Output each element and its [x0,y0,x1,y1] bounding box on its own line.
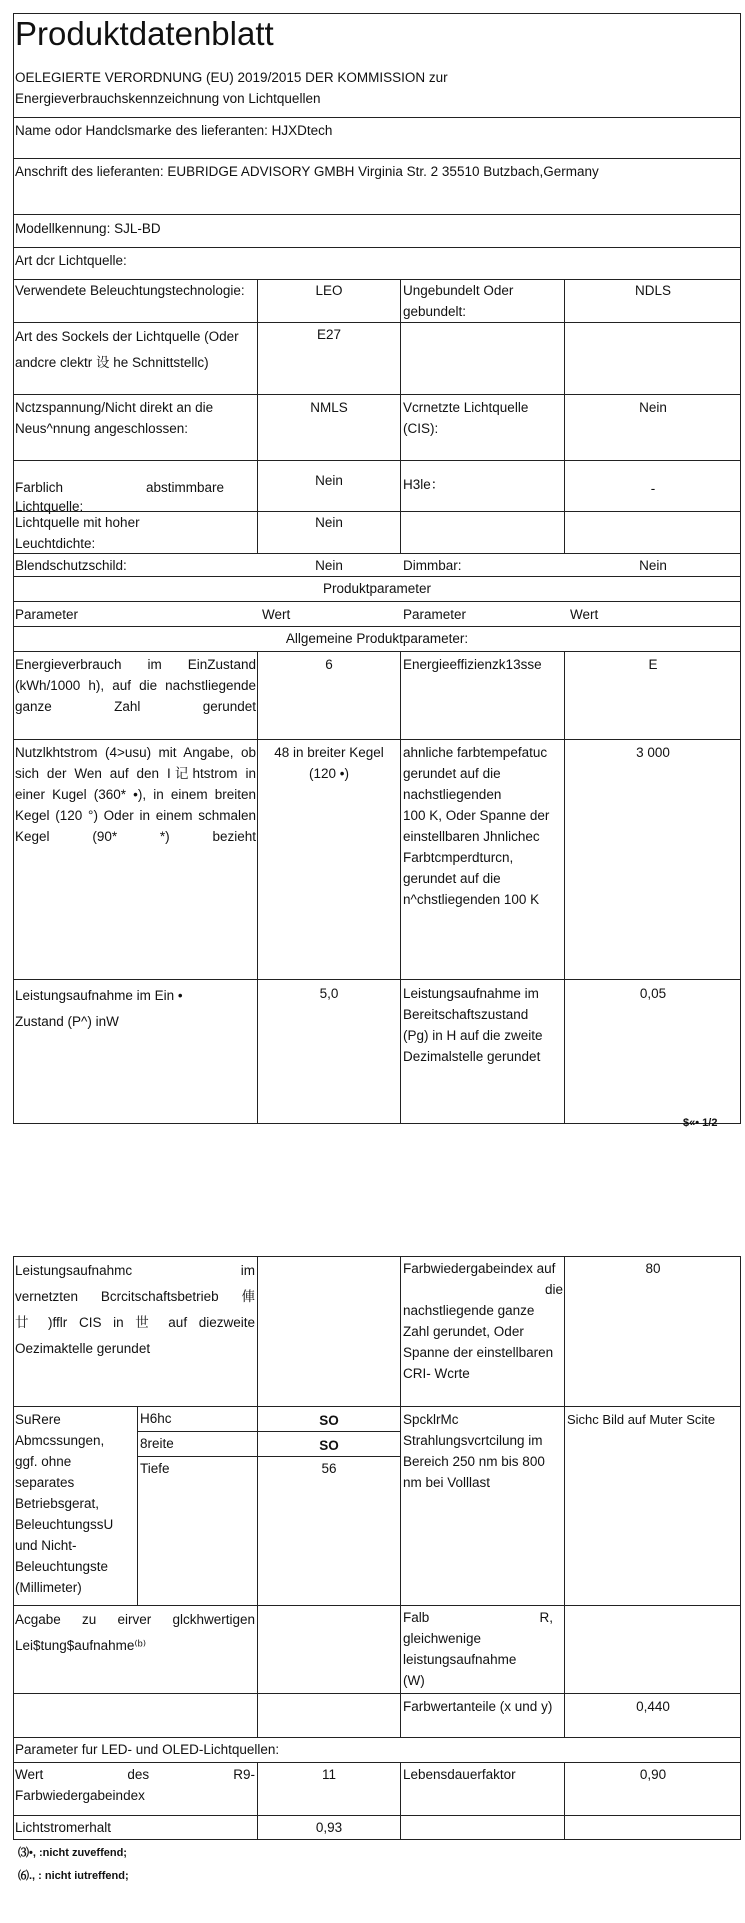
spectrum-label-line: nm bei Volllast [403,1475,491,1490]
general-parameters-title: Allgemeine Produktparameter: [285,631,469,646]
col-header-value: Wert [262,607,291,622]
rule [13,651,741,652]
glare-value: Nein [315,558,343,573]
dimensions-label-line: SuRere [15,1412,61,1427]
rule [13,1762,741,1763]
light-source-type: Art dcr Lichtquelle: [15,253,127,268]
lumen-maintenance-value: 0,93 [315,1820,343,1835]
networked-label-line: Oezimaktelle gerundet [15,1341,151,1356]
dimensions-label-line: ggf. ohne [15,1454,72,1469]
rule [13,739,741,740]
supplier-address: Anschrift des lieferanten: EUBRIDGE ADVISORY GMBH Virginia Str. 2 35510 Butzbach,Germany [15,164,599,179]
dimmable-label: Dimmbar: [403,558,462,573]
survival-factor-value: 0,90 [639,1767,667,1782]
socket-label-line-1: Art des Sockels der Lichtquelle (Oder [15,329,239,344]
bundled-value: NDLS [634,283,671,298]
energy-label: Energieverbrauch im EinZustand (kWh/1000 h), auf die nachstliegende ganze Zahl gerundet [15,657,256,714]
falb-label-line: gleichwenige [403,1631,482,1646]
cri-label-line: die [544,1282,563,1297]
falb-label-line: (W) [403,1673,425,1688]
rule [13,247,741,248]
rule [564,651,565,1124]
tech-label: Verwendete Beleuchtungstechnologie: [15,283,245,298]
cls-value: Nein [639,400,667,415]
cri-label-line: Zahl gerundet, Oder [403,1324,524,1339]
rule [13,460,741,461]
efficiency-class-label: Energieeffizienzk13sse [403,657,542,672]
networked-standby-label [15,1258,255,1362]
cri-value: 80 [645,1261,661,1276]
spectrum-label-line: Bereich 250 nm bis 800 [403,1454,545,1469]
standby-value: 0,05 [639,986,667,1001]
dimensions-label-line: BeleuchtungssU [15,1517,114,1532]
dimensions-label-line: Beleuchtungste [15,1559,109,1574]
rule [13,1693,741,1694]
dimensions-label-line: separates [15,1475,75,1490]
cri-label-line: Farbwiedergabeindex auf [403,1261,556,1276]
width-label: 8reite [140,1436,174,1451]
standby-label-line: (Pg) in H auf die zweite [403,1028,543,1043]
rule [13,322,741,323]
dimensions-label-line: Abmcssungen, [15,1433,105,1448]
cct-label-line: Farbtcmperdturcn, [403,850,514,865]
regulation-line-2: Energieverbrauchskennzeichnung von Lichtquellen [15,91,321,106]
colour-label-2: abstimmbare [146,480,225,495]
flux-label: Nutzlkhtstrom (4>usu) mit Angabe, ob sich der Wen auf den I记htstrom in einer Kugel (360* •), in einem breiten Kegel (120 °) Oder in einem schmalen Kegel (90* *) bezieht [15,745,256,844]
standby-label-line: Leistungsaufnahme im [403,986,539,1001]
mains-label: Nctzspannung/Nicht direkt an die Neus^nnung angeschlossen: [15,400,214,436]
spectrum-label [403,1409,563,1493]
depth-label: Tiefe [140,1461,170,1476]
dimensions-label-line: Betriebsgerat, [15,1496,100,1511]
cct-label-line: nachstliegenden [403,787,502,802]
cct-label-line: ahnliche farbtempefatuc [403,745,548,760]
spectrum-label-line: Strahlungsvcrtcilung im [403,1433,543,1448]
rule [137,1431,401,1432]
socket-label-line-2: andcre clektr 设 he Schnittstellc) [15,355,209,370]
bundled-label: Ungebundelt Oder gebundelt: [403,283,514,319]
rule [13,601,741,602]
flux-value: 48 in breiter Kegel (120 •) [274,745,384,781]
rule [13,1406,741,1407]
glare-label: Blendschutzschild: [15,558,127,573]
rule [13,1605,741,1606]
survival-factor-label: Lebensdauerfaktor [403,1767,516,1782]
cct-label [403,742,563,910]
chromaticity-label: Farbwertanteile (x und y) [403,1699,553,1714]
rule [13,394,741,395]
colour-value: Nein [315,473,343,488]
rule [137,1456,401,1457]
cct-label-line: n^chstliegenden 100 K [403,892,540,907]
led-parameters-title: Parameter fur LED- und OLED-Lichtquellen: [15,1742,280,1757]
rule [13,979,741,980]
rule [400,279,401,553]
standby-label [403,983,563,1067]
cri-label-line: CRI- Wcrte [403,1366,470,1381]
rule [13,1815,741,1816]
r9-label-2: Farbwiedergabeindex [15,1788,145,1803]
r9-value: 11 [321,1767,336,1782]
networked-label-line: vernetzten Bcrcitschaftsbetrieb 俥 [15,1289,255,1304]
falb-label-line: leistungsaufnahme [403,1652,517,1667]
rule [13,214,741,215]
rule [400,1256,401,1737]
luminance-label: Lichtquelle mit hoher Leuchtdichte: [15,515,140,551]
height-value: SO [319,1413,339,1428]
chromaticity-value: 0,440 [636,1699,670,1714]
dimmable-value: Nein [639,558,667,573]
colour-label-1: Farblich [15,480,64,495]
product-parameters-title: Produktparameter [322,581,432,596]
energy-value: 6 [325,657,333,672]
rule [13,1737,741,1738]
rule [13,576,741,577]
cls-label: Vcrnetzte Lichtquelle (CIS): [403,400,529,436]
rule [564,1256,565,1737]
socket-value: E27 [316,327,342,342]
r9-label-1: Wert des R9- [15,1767,255,1782]
rule [13,117,741,118]
equivalent-power-label-2: Lei$tung$aufnahme⁽ᵇ⁾ [15,1638,147,1653]
standby-label-line: Bereitschaftszustand [403,1007,529,1022]
rule [400,651,401,1124]
depth-value: 56 [321,1461,337,1476]
falb-label [403,1607,553,1691]
equivalent-power-label-1: Acgabe zu eirver glckhwertigen [15,1612,255,1627]
footnote-1: ⑶•, :nicht zuveffend; [18,1847,127,1859]
cct-value: 3 000 [636,745,670,760]
rule [13,158,741,159]
luminance-value: Nein [315,515,343,530]
cct-label-line: einstellbaren Jhnlichec [403,829,540,844]
cct-label-line: gerundet auf die [403,871,501,886]
height-label: H6hc [140,1411,172,1426]
on-power-label-1: Leistungsaufnahme im Ein • [15,988,183,1003]
document-title: Produktdatenblatt [15,15,274,52]
efficiency-class-value: E [648,657,658,672]
rule [257,1256,258,1737]
rule [257,651,258,1124]
spectrum-value: Sichc Bild auf Muter Scite [567,1412,716,1427]
tech-value: LEO [315,283,343,298]
h3le-value: - [650,481,656,496]
col-header-value-2: Wert [570,607,599,622]
h3le-label: H3le： [403,477,445,492]
on-power-label-2: Zustand (P^) inW [15,1014,119,1029]
networked-label-line: Leistungsaufnahmc im [15,1263,255,1278]
colour-label-3: Lichtquelle: [15,499,84,514]
on-power-value: 5,0 [319,986,339,1001]
regulation-line-1: OELEGIERTE VERORDNUNG (EU) 2019/2015 DER KOMMISSION zur [15,70,448,85]
width-value: SO [319,1438,339,1453]
standby-label-line: Dezimalstelle gerundet [403,1049,541,1064]
falb-label-line: Falb R, [403,1610,553,1625]
rule [137,1406,138,1605]
cct-label-line: 100 K, Oder Spanne der [403,808,550,823]
cri-label-line: Spanne der einstellbaren [403,1345,554,1360]
spectrum-label-line: SpcklrMc [403,1412,459,1427]
cct-label-line: gerundet auf die [403,766,501,781]
rule [400,1762,401,1840]
cri-label-line: nachstliegende ganze [403,1303,535,1318]
rule [13,626,741,627]
dimensions-label [15,1409,135,1598]
dimensions-label-line: und Nicht- [15,1538,77,1553]
page-number: $«• 1/2 [683,1117,718,1129]
footnote-2: ⑹., : nicht iutreffend; [18,1870,129,1882]
mains-value: NMLS [310,400,348,415]
col-header-parameter: Parameter [15,607,79,622]
cri-label [403,1258,563,1384]
col-header-parameter-2: Parameter [403,607,467,622]
model-identifier: Modellkennung: SJL-BD [15,221,161,236]
dimensions-label-line: (Millimeter) [15,1580,82,1595]
networked-label-line: 廿 )fflr CIS in 世 auf diezweite [15,1315,255,1330]
lumen-maintenance-label: Lichtstromerhalt [15,1820,112,1835]
supplier-name: Name odor Handclsmarke des lieferanten: HJXDtech [15,123,333,138]
